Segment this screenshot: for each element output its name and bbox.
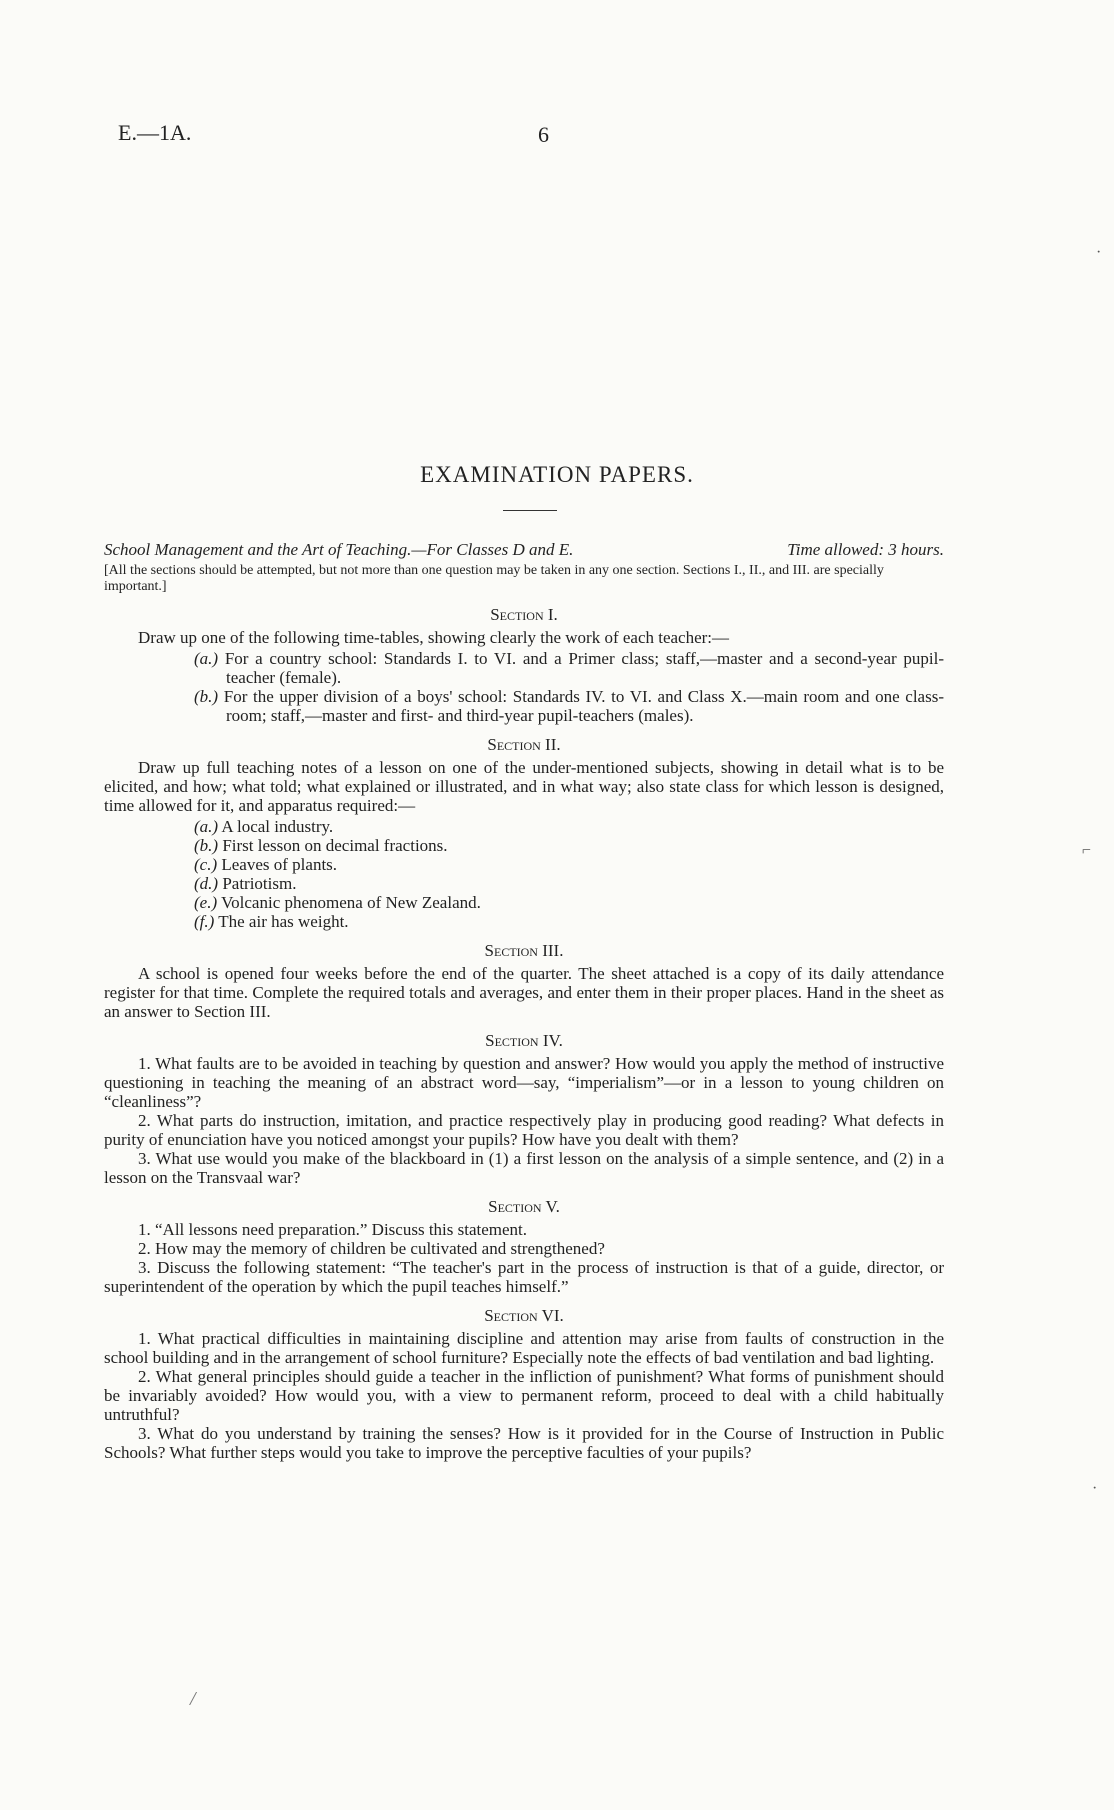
margin-mark: · <box>1096 244 1102 261</box>
page-title: EXAMINATION PAPERS. <box>420 462 694 487</box>
section-heading: Section III. <box>484 941 564 960</box>
section-heading: Section II. <box>487 735 561 754</box>
list-item: (e.) Volcanic phenomena of New Zealand. <box>194 893 481 912</box>
question: 2. How may the memory of children be cultivated and strengthened? <box>138 1239 605 1258</box>
question: 1. “All lessons need preparation.” Discuss this statement. <box>138 1220 528 1239</box>
stray-mark: / <box>190 1688 196 1710</box>
page-number: 6 <box>538 122 549 147</box>
list-item: (a.) For a country school: Standards I. to VI. and a Primer class; staff,—master and a second-year pupil-teacher (female). <box>194 649 945 687</box>
question: 3. What use would you make of the blackboard in (1) a first lesson on the analysis of a simple sentence, and (2) in a lesson on the Transvaal war? <box>104 1149 944 1187</box>
section-intro: Draw up one of the following time-tables, showing clearly the work of each teacher:— <box>138 628 730 647</box>
document-reference: E.—1A. <box>118 120 192 145</box>
section-heading: Section I. <box>490 605 558 624</box>
paper-subject: School Management and the Art of Teaching.—For Classes D and E. <box>104 540 574 559</box>
section-heading: Section V. <box>488 1197 560 1216</box>
list-item: (d.) Patriotism. <box>194 874 297 893</box>
list-item: (f.) The air has weight. <box>194 912 349 931</box>
question: 2. What parts do instruction, imitation, and practice respectively play in producing good reading? What defects in purity of enunciation have you noticed amongst your pupils? How have you dealt with them? <box>104 1111 944 1149</box>
margin-mark: ⌐ <box>1082 842 1092 859</box>
list-item: (b.) First lesson on decimal fractions. <box>194 836 448 855</box>
question: 1. What faults are to be avoided in teaching by question and answer? How would you apply the method of instructive questioning in teaching the meaning of an abstract word—say, “imperialism”—or in a lesson to young children on “cleanliness”? <box>104 1054 944 1111</box>
list-item: (c.) Leaves of plants. <box>194 855 338 874</box>
time-allowed: Time allowed: 3 hours. <box>787 540 944 559</box>
question: 3. What do you understand by training the senses? How is it provided for in the Course of Instruction in Public Schools? What further steps would you take to improve the perceptive faculties of your pupils? <box>104 1424 944 1462</box>
question: 1. What practical difficulties in maintaining discipline and attention may arise from faults of construction in the school building and in the arrangement of school furniture? Especially note the effects of bad ventilation and bad lighting. <box>104 1329 944 1367</box>
question: 3. Discuss the following statement: “The teacher's part in the process of instruction is that of a guide, director, or superintendent of the operation by which the pupil teaches himself.” <box>104 1258 944 1296</box>
margin-mark: · <box>1092 1480 1098 1497</box>
instructions-note: [All the sections should be attempted, but not more than one question may be taken in any one section. Sections I., II., and III. are specially important.] <box>104 563 884 594</box>
exam-content <box>104 540 944 1462</box>
section-heading: Section VI. <box>484 1306 564 1325</box>
question: 2. What general principles should guide a teacher in the infliction of punishment? What forms of punishment should be invariably avoided? How would you, with a view to permanent reform, proceed to deal with a child habitually untruthful? <box>104 1367 944 1424</box>
section-intro: Draw up full teaching notes of a lesson on one of the under-mentioned subjects, showing in detail what is to be elicited, and how; what told; what explained or illustrated, and in what way; also state class for which lesson is designed, time allowed for it, and apparatus required:— <box>104 758 944 815</box>
title-rule <box>503 510 557 511</box>
list-item: (a.) A local industry. <box>194 817 334 836</box>
section-text: A school is opened four weeks before the end of the quarter. The sheet attached is a copy of its daily attendance register for that time. Complete the required totals and averages, and enter them in their proper places. Hand in the sheet as an answer to Section III. <box>104 964 944 1021</box>
list-item: (b.) For the upper division of a boys' school: Standards IV. to VI. and Class X.—main room and one class-room; staff,—master and first- and third-year pupil-teachers (males). <box>194 687 944 725</box>
section-heading: Section IV. <box>485 1031 563 1050</box>
paper-subtitle <box>104 540 944 559</box>
